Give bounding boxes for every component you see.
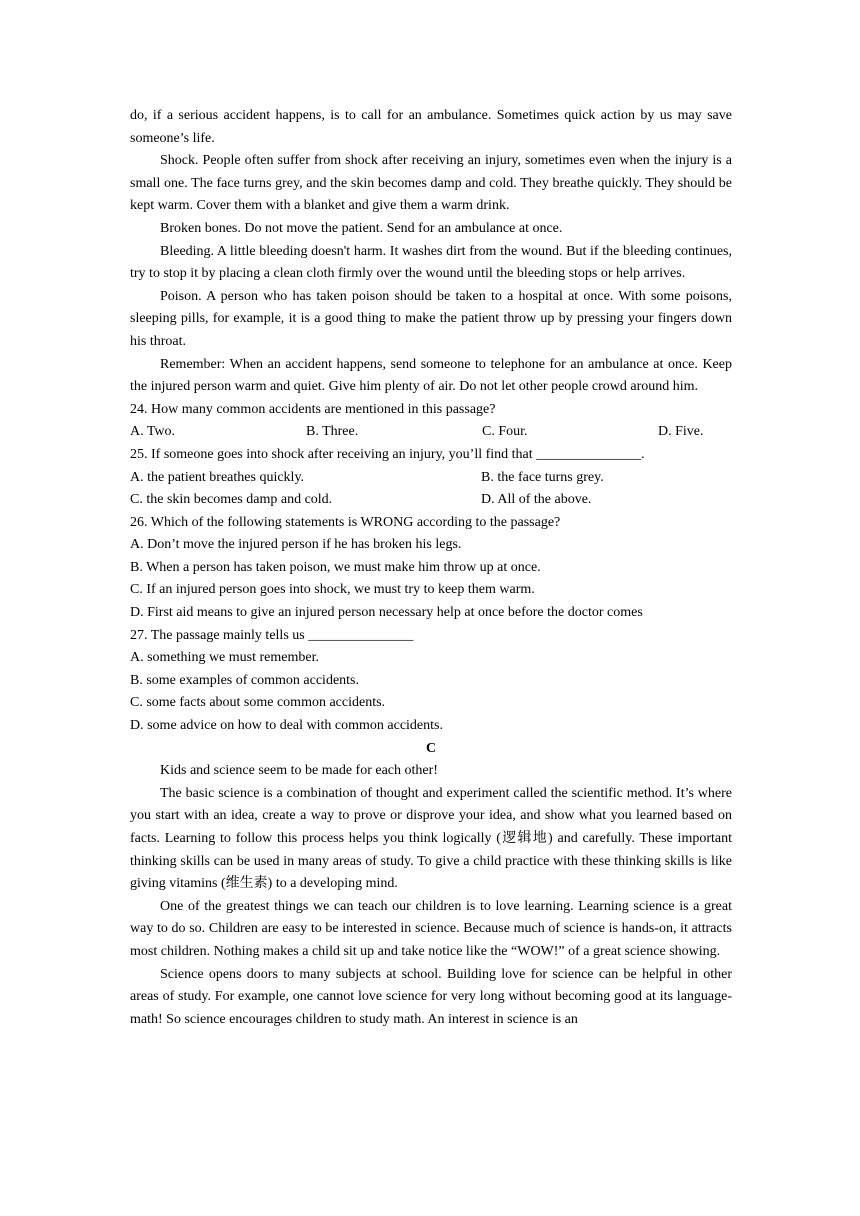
option-a: A. something we must remember. — [130, 650, 319, 666]
question-26 — [130, 512, 732, 625]
passage-b-remember-paragraph: Remember: When an accident happens, send someone to telephone for an ambulance at once. Keep the injured person warm and quiet. Give him plenty of air. Do not let other people crowd around him. — [130, 356, 732, 395]
passage-b-shock-paragraph: Shock. People often suffer from shock after receiving an injury, sometimes even when the injury is a small one. The face turns grey, and the skin becomes damp and cold. They breathe quickly. They should be kept warm. Cover them with a blanket and give them a warm drink. — [130, 153, 732, 214]
question-options — [130, 421, 732, 444]
option-b: B. the face turns grey. — [481, 469, 604, 485]
question-stem: 25. If someone goes into shock after receiving an injury, you’ll find that _______________. — [130, 446, 645, 462]
question-stem: 27. The passage mainly tells us _______________ — [130, 627, 414, 643]
option-c: C. Four. — [482, 424, 528, 440]
question-options-row-1 — [130, 467, 732, 490]
option-d: D. All of the above. — [481, 492, 592, 508]
question-stem: 24. How many common accidents are mentioned in this passage? — [130, 401, 496, 417]
option-a: A. Don’t move the injured person if he has broken his legs. — [130, 537, 462, 553]
passage-b-poison-paragraph: Poison. A person who has taken poison should be taken to a hospital at once. With some poisons, sleeping pills, for example, it is a good thing to make the patient throw up by pressing your fingers down his throat. — [130, 288, 732, 349]
option-d: D. Five. — [658, 424, 704, 440]
passage-c-paragraph-1: Kids and science seem to be made for each other! — [160, 763, 438, 779]
option-b: B. some examples of common accidents. — [130, 672, 359, 688]
passage-b-broken-bones-paragraph: Broken bones. Do not move the patient. Send for an ambulance at once. — [160, 220, 563, 236]
option-d: D. First aid means to give an injured person necessary help at once before the doctor comes — [130, 605, 643, 621]
option-b: B. Three. — [306, 424, 359, 440]
section-c-heading: C — [425, 740, 437, 756]
question-27 — [130, 625, 732, 738]
question-24 — [130, 399, 732, 444]
passage-c-paragraph-3: One of the greatest things we can teach our children is to love learning. Learning science is a great way to do so. Children are easy to be interested in science. Because much of science is hands-on, it attracts most children. Nothing makes a child sit up and take notice like the “WOW!” of a great science showing. — [130, 898, 732, 959]
question-25 — [130, 444, 732, 512]
option-d: D. some advice on how to deal with common accidents. — [130, 718, 443, 734]
option-b: B. When a person has taken poison, we must make him throw up at once. — [130, 559, 541, 575]
option-c: C. some facts about some common accidents. — [130, 695, 386, 711]
question-options-row-2 — [130, 489, 732, 512]
option-a: A. the patient breathes quickly. — [130, 469, 305, 485]
passage-b-intro-continuation: do, if a serious accident happens, is to call for an ambulance. Sometimes quick action by us may save someone’s life. — [130, 108, 732, 146]
option-a: A. Two. — [130, 424, 176, 440]
document-page — [130, 105, 732, 1031]
option-c: C. If an injured person goes into shock, we must try to keep them warm. — [130, 582, 535, 598]
passage-c-paragraph-2: The basic science is a combination of thought and experiment called the scientific method. It’s where you start with an idea, create a way to prove or disprove your idea, and show what you learned based on facts. Learning to follow this process helps you think logically (逻辑地) and carefully. These important thinking skills can be used in many areas of study. To give a child practice with these thinking skills is like giving vitamins (维生素) to a developing mind. — [130, 785, 732, 892]
passage-c-paragraph-4: Science opens doors to many subjects at school. Building love for science can be helpful in other areas of study. For example, one cannot love science for very long without becoming good at its language-math! So science encourages children to study math. An interest in science is an — [130, 966, 732, 1027]
passage-b-bleeding-paragraph: Bleeding. A little bleeding doesn't harm. It washes dirt from the wound. But if the bleeding continues, try to stop it by placing a clean cloth firmly over the wound until the bleeding stops or help arrives. — [130, 243, 732, 282]
question-stem: 26. Which of the following statements is WRONG according to the passage? — [130, 514, 561, 530]
option-c: C. the skin becomes damp and cold. — [130, 492, 333, 508]
